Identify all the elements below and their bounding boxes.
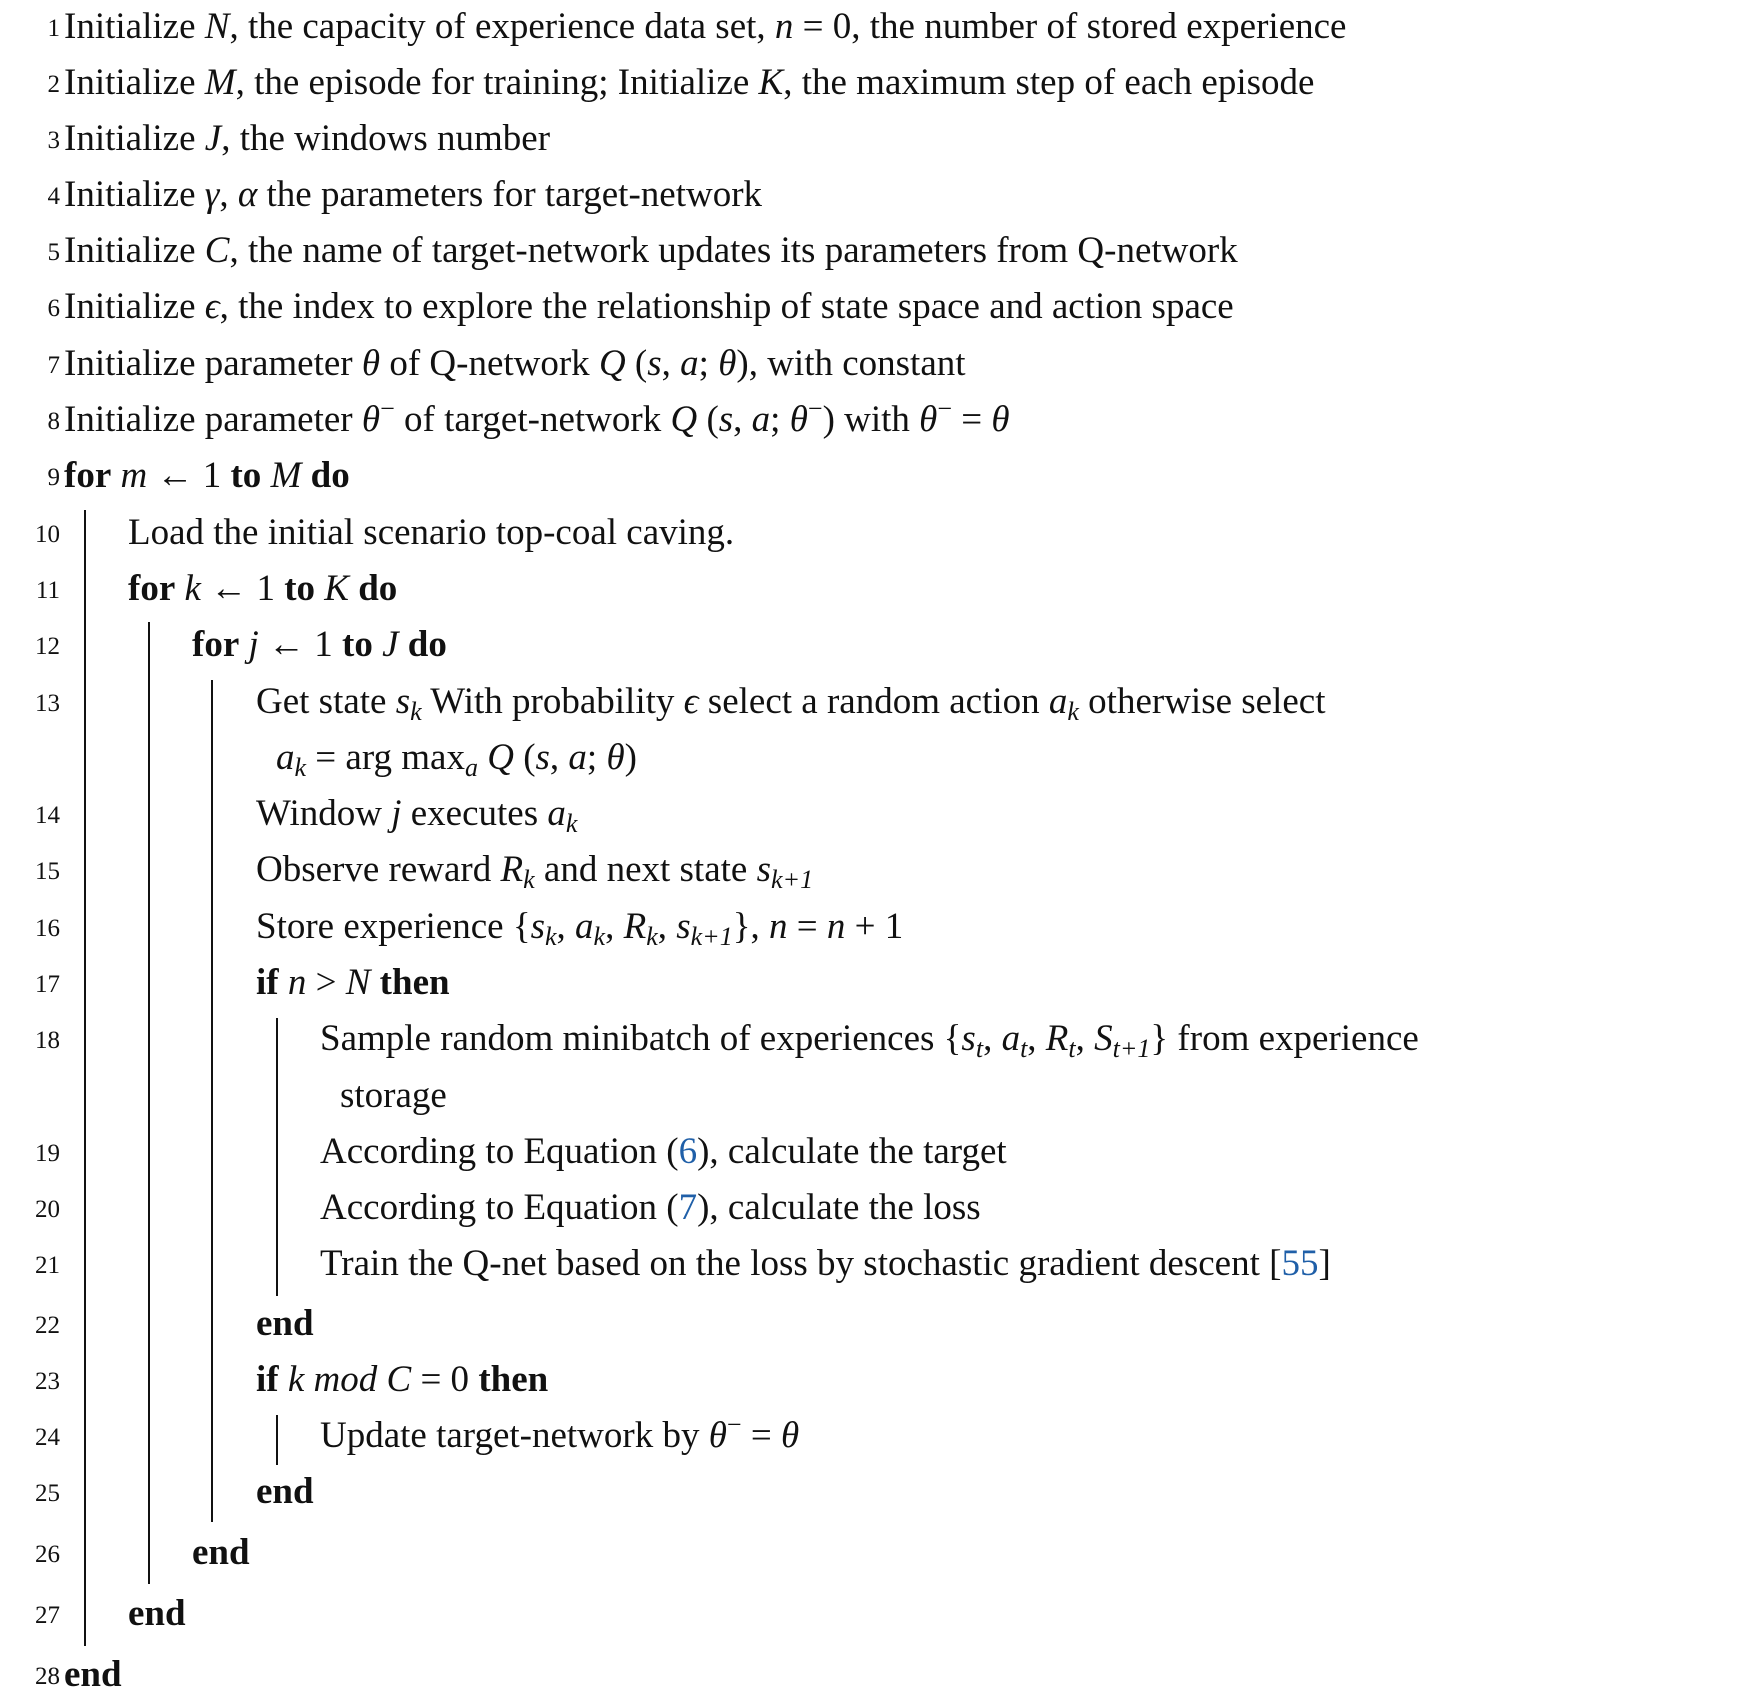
algo-line-1: Initialize N, the capacity of experience data set, n = 0, the number of stored experience xyxy=(64,6,1347,47)
algo-line-23: if k mod C = 0 then xyxy=(256,1359,549,1400)
block-bar-j-loop xyxy=(211,680,213,1522)
line-number: 5 xyxy=(47,239,60,266)
line-number: 1 xyxy=(47,15,60,42)
algo-line-4: Initialize γ, α the parameters for target-network xyxy=(64,174,763,215)
line-number: 9 xyxy=(47,464,60,491)
line-number: 2 xyxy=(47,71,60,98)
line-number: 25 xyxy=(35,1480,60,1507)
line-number: 12 xyxy=(35,633,60,660)
algo-line-26: end xyxy=(192,1532,250,1573)
algo-line-13: Get state $s_k$ With probability ϵ select a random action $a_k$ otherwise select xyxy=(256,681,1326,726)
algo-line-20: According to Equation (7), calculate the loss xyxy=(320,1187,981,1228)
algo-line-8: Initialize parameter θ− of target-network Q (s, a; θ−) with θ− = θ xyxy=(64,394,1010,440)
algo-line-11: for k ← 1 to K do xyxy=(128,568,398,609)
algo-line-5: Initialize C, the name of target-network updates its parameters from Q-network xyxy=(64,230,1238,271)
algo-line-21: Train the Q-net based on the loss by stochastic gradient descent [55] xyxy=(320,1243,1331,1284)
block-bar-outer xyxy=(84,510,86,1646)
line-number: 27 xyxy=(35,1602,60,1629)
line-number: 10 xyxy=(35,521,60,548)
algo-line-12: for j ← 1 to J do xyxy=(192,624,447,665)
algo-line-16: Store experience {$s_k$, $a_k$, $R_k$, $s_{k+1}$}, n = n + 1 xyxy=(256,906,904,951)
algo-line-15: Observe reward $R_k$ and next state $s_{k+1}$ xyxy=(256,849,814,894)
block-bar-if-n xyxy=(276,1018,278,1296)
algo-line-9: for m ← 1 to M do xyxy=(64,455,350,496)
algo-line-19: According to Equation (6), calculate the target xyxy=(320,1131,1007,1172)
algo-line-28: end xyxy=(64,1654,122,1695)
line-number: 19 xyxy=(35,1140,60,1167)
line-number: 7 xyxy=(47,352,60,379)
algo-line-13-cont: $a_k$ = arg $\max_a Q$ (s, a; θ) xyxy=(276,737,637,782)
line-number: 28 xyxy=(35,1663,60,1690)
line-number: 13 xyxy=(35,690,60,717)
algo-line-27: end xyxy=(128,1593,186,1634)
line-number: 15 xyxy=(35,858,60,885)
algo-line-14: Window j executes $a_k$ xyxy=(256,793,578,838)
line-number: 16 xyxy=(35,915,60,942)
line-number: 6 xyxy=(47,295,60,322)
equation-7-link[interactable]: 7 xyxy=(678,1187,698,1228)
equation-6-link[interactable]: 6 xyxy=(678,1131,698,1172)
line-number: 18 xyxy=(35,1027,60,1054)
algo-line-7: Initialize parameter θ of Q-network Q (s, a; θ), with constant xyxy=(64,343,966,384)
algo-line-24: Update target-network by θ− = θ xyxy=(320,1410,800,1456)
citation-55-link[interactable]: 55 xyxy=(1281,1243,1319,1284)
line-number: 21 xyxy=(35,1252,60,1279)
algo-line-18-cont: storage xyxy=(340,1075,447,1116)
line-number: 23 xyxy=(35,1368,60,1395)
algo-line-6: Initialize ϵ, the index to explore the relationship of state space and action space xyxy=(64,286,1234,327)
block-bar-k-loop xyxy=(148,622,150,1584)
line-number: 3 xyxy=(47,127,60,154)
line-number: 17 xyxy=(35,971,60,998)
line-number: 24 xyxy=(35,1424,60,1451)
line-number: 14 xyxy=(35,802,60,829)
line-number: 8 xyxy=(47,408,60,435)
algo-line-3: Initialize J, the windows number xyxy=(64,118,551,159)
algo-line-2: Initialize M, the episode for training; Initialize K, the maximum step of each episode xyxy=(64,62,1315,103)
line-number: 22 xyxy=(35,1312,60,1339)
line-number: 20 xyxy=(35,1196,60,1223)
line-number: 4 xyxy=(47,183,60,210)
algo-line-18: Sample random minibatch of experiences {$s_t$, $a_t$, $R_t$, $S_{t+1}$} from experience xyxy=(320,1018,1419,1063)
algo-line-17: if n > N then xyxy=(256,962,450,1003)
line-number: 11 xyxy=(35,577,60,604)
line-number: 26 xyxy=(35,1541,60,1568)
algo-line-10: Load the initial scenario top-coal caving. xyxy=(128,512,735,553)
algo-line-22: end xyxy=(256,1303,314,1344)
algo-line-25: end xyxy=(256,1471,314,1512)
block-bar-if-k xyxy=(276,1415,278,1465)
